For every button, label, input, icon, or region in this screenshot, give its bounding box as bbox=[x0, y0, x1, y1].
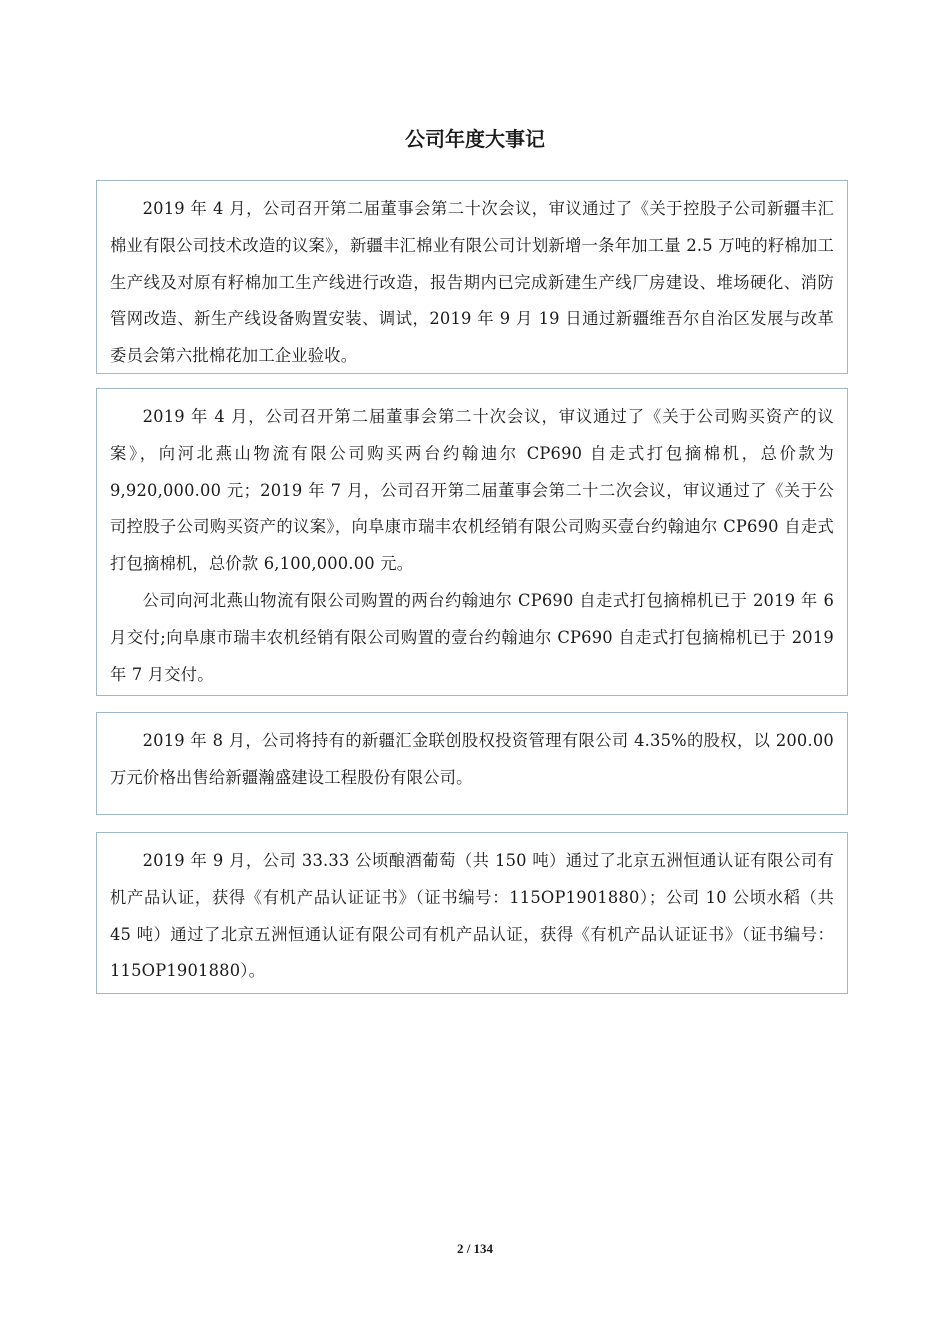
page-title: 公司年度大事记 bbox=[405, 127, 545, 151]
event-paragraph: 2019 年 8 月，公司将持有的新疆汇金联创股权投资管理有限公司 4.35%的股权，以 200.00 万元价格出售给新疆瀚盛建设工程股份有限公司。 bbox=[110, 731, 834, 787]
event-box-asset-purchase bbox=[96, 388, 848, 696]
event-paragraph: 公司向河北燕山物流有限公司购置的两台约翰迪尔 CP690 自走式打包摘棉机已于 2019 年 6 月交付;向阜康市瑞丰农机经销有限公司购置的壹台约翰迪尔 CP690 自走式打包摘棉机已于 2019 年 7 月交付。 bbox=[110, 590, 834, 684]
event-paragraph: 2019 年 4 月，公司召开第二届董事会第二十次会议，审议通过了《关于控股子公司新疆丰汇棉业有限公司技术改造的议案》，新疆丰汇棉业有限公司计划新增一条年加工量 2.5 万吨的籽棉加工生产线及对原有籽棉加工生产线进行改造，报告期内已完成新建生产线厂房建设、堆场硬化、消防管网改造、新生产线设备购置安装、调试，2019 年 9 月 19 日通过新疆维吾尔自治区发展与改革委员会第六批棉花加工企业验收。 bbox=[110, 199, 834, 366]
event-paragraph: 2019 年 9 月，公司 33.33 公顷酿酒葡萄（共 150 吨）通过了北京五洲恒通认证有限公司有机产品认证，获得《有机产品认证证书》（证书编号：115OP1901880）；公司 10 公顷水稻（共 45 吨）通过了北京五洲恒通认证有限公司有机产品认证，获得《有机产品认证证书》（证书编号：115OP1901880）。 bbox=[110, 851, 834, 981]
event-paragraph: 2019 年 4 月，公司召开第二届董事会第二十次会议，审议通过了《关于公司购买资产的议案》，向河北燕山物流有限公司购买两台约翰迪尔 CP690 自走式打包摘棉机，总价款为 9,920,000.00 元；2019 年 7 月，公司召开第二届董事会第二十二次会议，审议通过了《关于公司控股子公司购买资产的议案》，向阜康市瑞丰农机经销有限公司购买壹台约翰迪尔 CP690 自走式打包摘棉机，总价款 6,100,000.00 元。 bbox=[110, 407, 834, 574]
event-box-equity-sale bbox=[96, 712, 848, 815]
page-number: 2 / 134 bbox=[456, 1241, 494, 1256]
event-box-organic-certification bbox=[96, 832, 848, 994]
event-box-technical-renovation bbox=[96, 180, 848, 374]
